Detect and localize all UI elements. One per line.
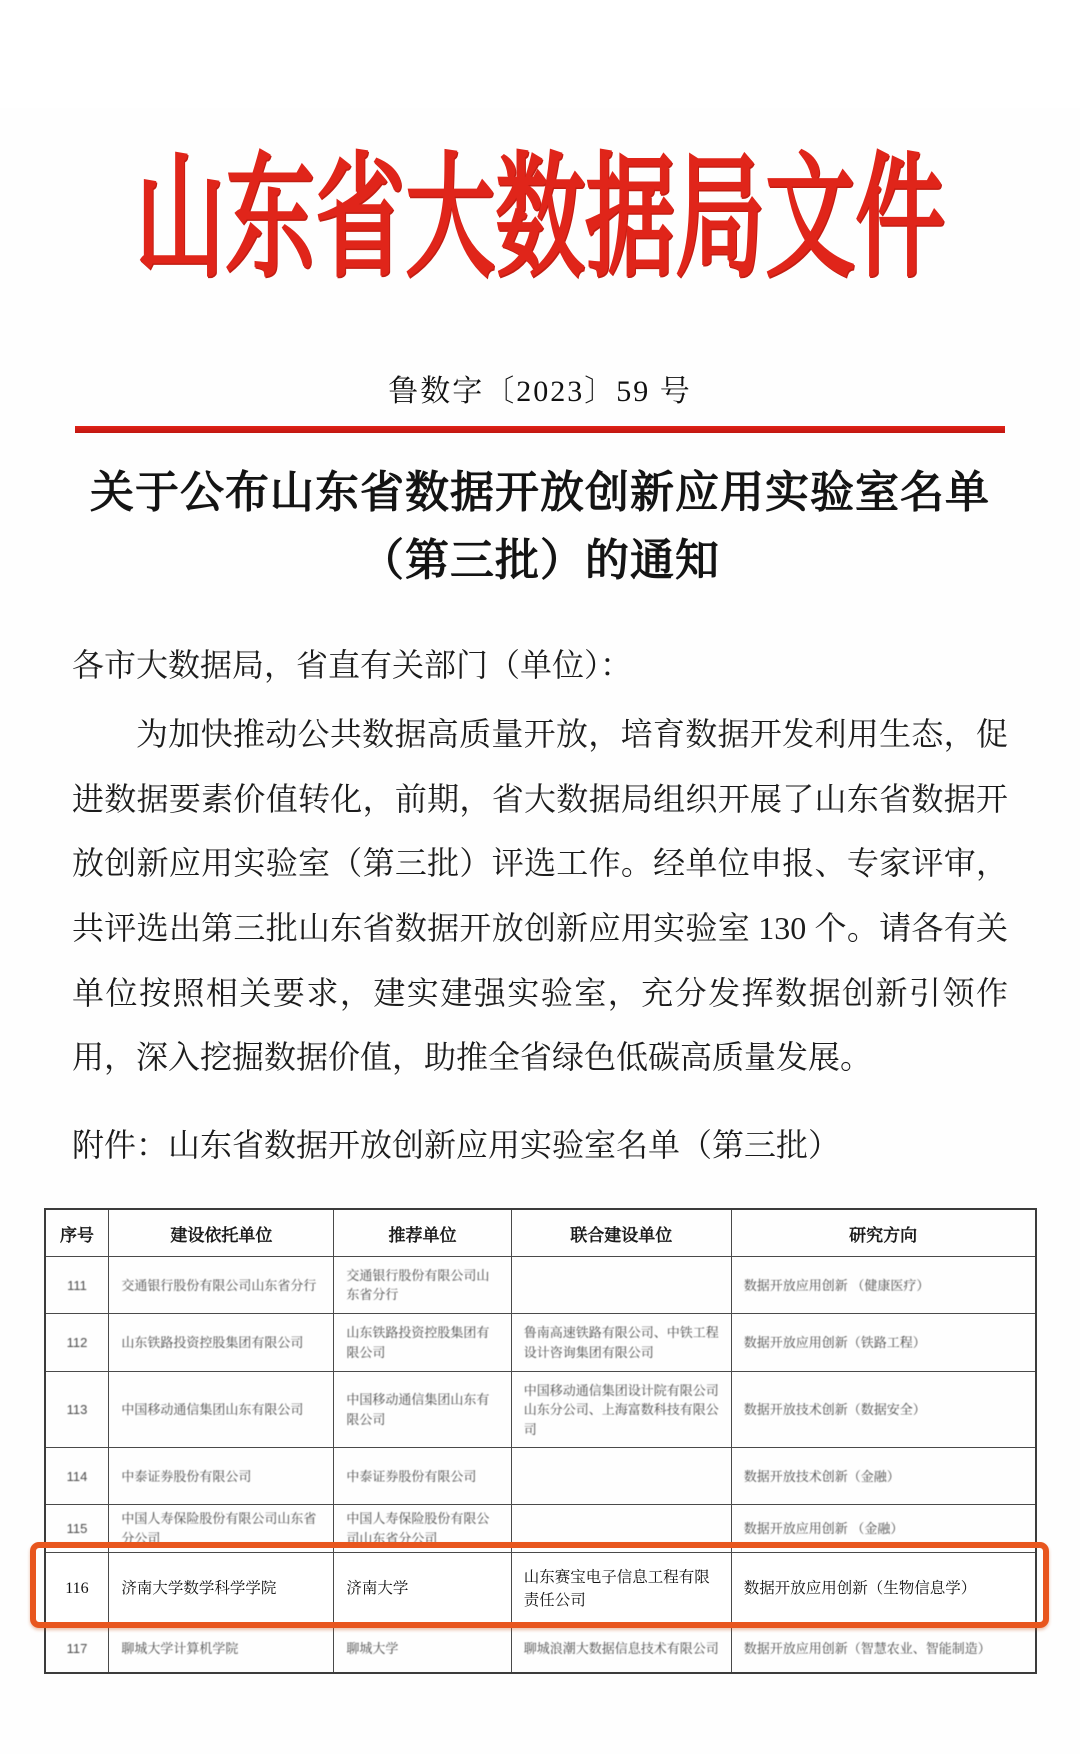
cell-partners	[511, 1505, 731, 1553]
body-paragraph: 为加快推动公共数据高质量开放，培育数据开发利用生态，促进数据要素价值转化，前期，省大数据局组织开展了山东省数据开放创新应用实验室（第三批）评选工作。经单位申报、专家评审，共评选出第三批山东省数据开放创新应用实验室 130 个。请各有关单位按照相关要求，建实建强实验室，充分发挥数据创新引领作用，深入挖掘数据价值，助推全省绿色低碳高质量发展。	[72, 716, 1008, 1076]
table-row	[45, 1372, 1036, 1448]
cell-no: 111	[45, 1257, 109, 1314]
cell-org: 山东铁路投资控股集团有限公司	[109, 1314, 334, 1372]
table-row	[45, 1257, 1036, 1314]
cell-direction: 数据开放应用创新 （金融）	[731, 1505, 1035, 1553]
cell-partners: 中国移动通信集团设计院有限公司山东分公司、上海富数科技有限公司	[511, 1372, 731, 1448]
cell-org: 中国移动通信集团山东有限公司	[109, 1372, 334, 1448]
cell-recommender: 济南大学	[334, 1553, 511, 1625]
table-header-row	[45, 1209, 1036, 1257]
cell-org: 中泰证券股份有限公司	[109, 1448, 334, 1505]
notice-body	[72, 633, 1008, 1089]
col-header-partners: 联合建设单位	[511, 1209, 731, 1257]
cell-partners	[511, 1448, 731, 1505]
cell-partners: 聊城浪潮大数据信息技术有限公司	[511, 1625, 731, 1673]
cell-direction: 数据开放应用创新（智慧农业、智能制造）	[731, 1625, 1035, 1673]
cell-org: 济南大学数学科学学院	[109, 1553, 334, 1625]
cell-direction: 数据开放应用创新（铁路工程）	[731, 1314, 1035, 1372]
table-row-highlighted	[45, 1553, 1036, 1625]
cell-recommender: 中泰证券股份有限公司	[334, 1448, 511, 1505]
cell-direction: 数据开放技术创新（数据安全）	[731, 1372, 1035, 1448]
col-header-direction: 研究方向	[731, 1209, 1035, 1257]
document-page	[0, 108, 1080, 1754]
cell-no: 117	[45, 1625, 109, 1673]
cell-partners: 山东赛宝电子信息工程有限责任公司	[511, 1553, 731, 1625]
notice-title-line2: （第三批）的通知	[360, 536, 720, 586]
cell-no: 114	[45, 1448, 109, 1505]
attachment-line: 附件：山东省数据开放创新应用实验室名单（第三批）	[72, 1126, 841, 1163]
cell-org: 交通银行股份有限公司山东省分行	[109, 1257, 334, 1314]
cell-no: 112	[45, 1314, 109, 1372]
doc-number: 鲁数字〔2023〕59 号	[388, 375, 692, 408]
cell-direction: 数据开放应用创新 （健康医疗）	[731, 1257, 1035, 1314]
cell-recommender: 交通银行股份有限公司山东省分行	[334, 1257, 511, 1314]
col-header-org: 建设依托单位	[109, 1209, 334, 1257]
cell-partners	[511, 1257, 731, 1314]
cell-no: 116	[45, 1553, 109, 1625]
cell-org: 聊城大学计算机学院	[109, 1625, 334, 1673]
table-row	[45, 1314, 1036, 1372]
cell-org: 中国人寿保险股份有限公司山东省分公司	[109, 1505, 334, 1553]
salutation: 各市大数据局，省直有关部门（单位）：	[72, 647, 633, 684]
cell-recommender: 山东铁路投资控股集团有限公司	[334, 1314, 511, 1372]
cell-recommender: 中国人寿保险股份有限公司山东省分公司	[334, 1505, 511, 1553]
notice-title	[0, 459, 1080, 595]
cell-recommender: 中国移动通信集团山东有限公司	[334, 1372, 511, 1448]
cell-partners: 鲁南高速铁路有限公司、中铁工程设计咨询集团有限公司	[511, 1314, 731, 1372]
table-row	[45, 1505, 1036, 1553]
cell-no: 115	[45, 1505, 109, 1553]
notice-title-line1: 关于公布山东省数据开放创新应用实验室名单	[90, 468, 990, 517]
lab-list-table	[44, 1208, 1037, 1674]
red-rule-divider	[75, 426, 1005, 433]
cell-direction: 数据开放应用创新（生物信息学）	[731, 1553, 1035, 1625]
table-row	[45, 1448, 1036, 1505]
col-header-recommender: 推荐单位	[334, 1209, 511, 1257]
cell-no: 113	[45, 1372, 109, 1448]
lab-list-table-wrapper	[44, 1208, 1037, 1674]
table-row	[45, 1625, 1036, 1673]
letterhead-title: 山东省大数据局文件	[135, 145, 945, 294]
col-header-no: 序号	[45, 1209, 109, 1257]
cell-recommender: 聊城大学	[334, 1625, 511, 1673]
cell-direction: 数据开放技术创新（金融）	[731, 1448, 1035, 1505]
